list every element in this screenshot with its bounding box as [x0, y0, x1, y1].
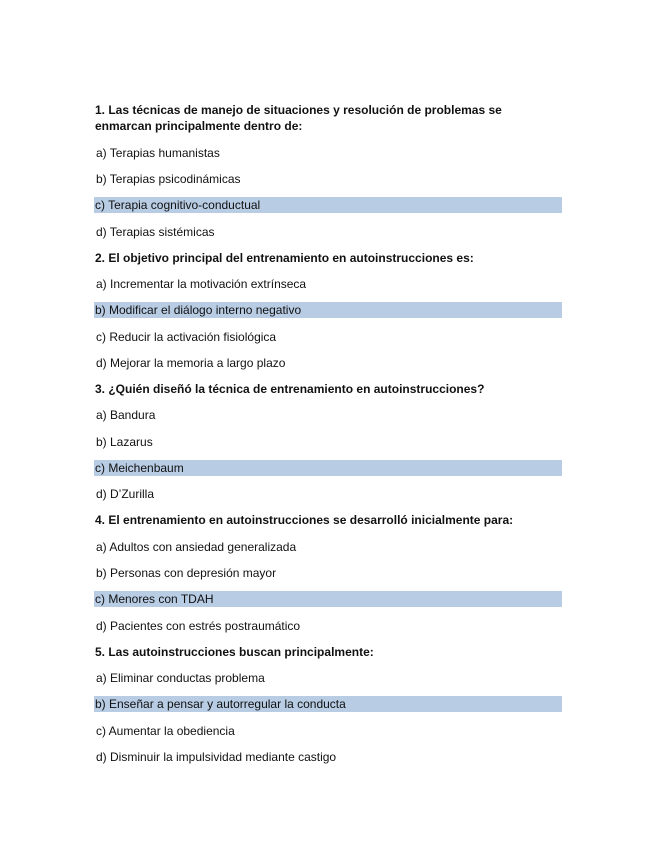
- question-1-option-b: b) Terapias psicodinámicas: [96, 172, 241, 186]
- question-5-text: 5. Las autoinstrucciones buscan principalmente:: [95, 645, 374, 659]
- question-2-option-a: a) Incrementar la motivación extrínseca: [96, 277, 307, 291]
- question-3-option-d: d) D’Zurilla: [96, 487, 155, 501]
- question-2-text: 2. El objetivo principal del entrenamiento en autoinstrucciones es:: [95, 251, 474, 265]
- question-4-option-a: a) Adultos con ansiedad generalizada: [96, 540, 297, 554]
- question-2-option-b-highlighted: b) Modificar el diálogo interno negativo: [94, 302, 562, 318]
- question-3-text: 3. ¿Quién diseñó la técnica de entrenamiento en autoinstrucciones?: [95, 382, 485, 396]
- question-1-option-a: a) Terapias humanistas: [96, 146, 220, 160]
- question-5-option-a: a) Eliminar conductas problema: [96, 671, 265, 685]
- question-5-option-c: c) Aumentar la obediencia: [96, 724, 235, 738]
- question-3-option-b: b) Lazarus: [96, 435, 153, 449]
- question-5-option-d: d) Disminuir la impulsividad mediante castigo: [96, 750, 337, 764]
- question-2-option-d: d) Mejorar la memoria a largo plazo: [96, 356, 286, 370]
- question-4-option-c-highlighted: c) Menores con TDAH: [94, 591, 562, 607]
- question-5-option-b-highlighted: b) Enseñar a pensar y autorregular la conducta: [94, 696, 562, 712]
- question-1-option-c-highlighted: c) Terapia cognitivo-conductual: [94, 197, 562, 213]
- question-1-option-d: d) Terapias sistémicas: [96, 225, 215, 239]
- question-3-option-a: a) Bandura: [96, 408, 156, 422]
- question-3-option-c-highlighted: c) Meichenbaum: [94, 460, 562, 476]
- question-1-text: 1. Las técnicas de manejo de situaciones y resolución de problemas se enmarcan principalmente dentro de:: [95, 103, 502, 133]
- question-4-text: 4. El entrenamiento en autoinstrucciones se desarrolló inicialmente para:: [95, 513, 514, 527]
- question-2-option-c: c) Reducir la activación fisiológica: [96, 330, 277, 344]
- question-4-option-b: b) Personas con depresión mayor: [96, 566, 277, 580]
- question-4-option-d: d) Pacientes con estrés postraumático: [96, 619, 301, 633]
